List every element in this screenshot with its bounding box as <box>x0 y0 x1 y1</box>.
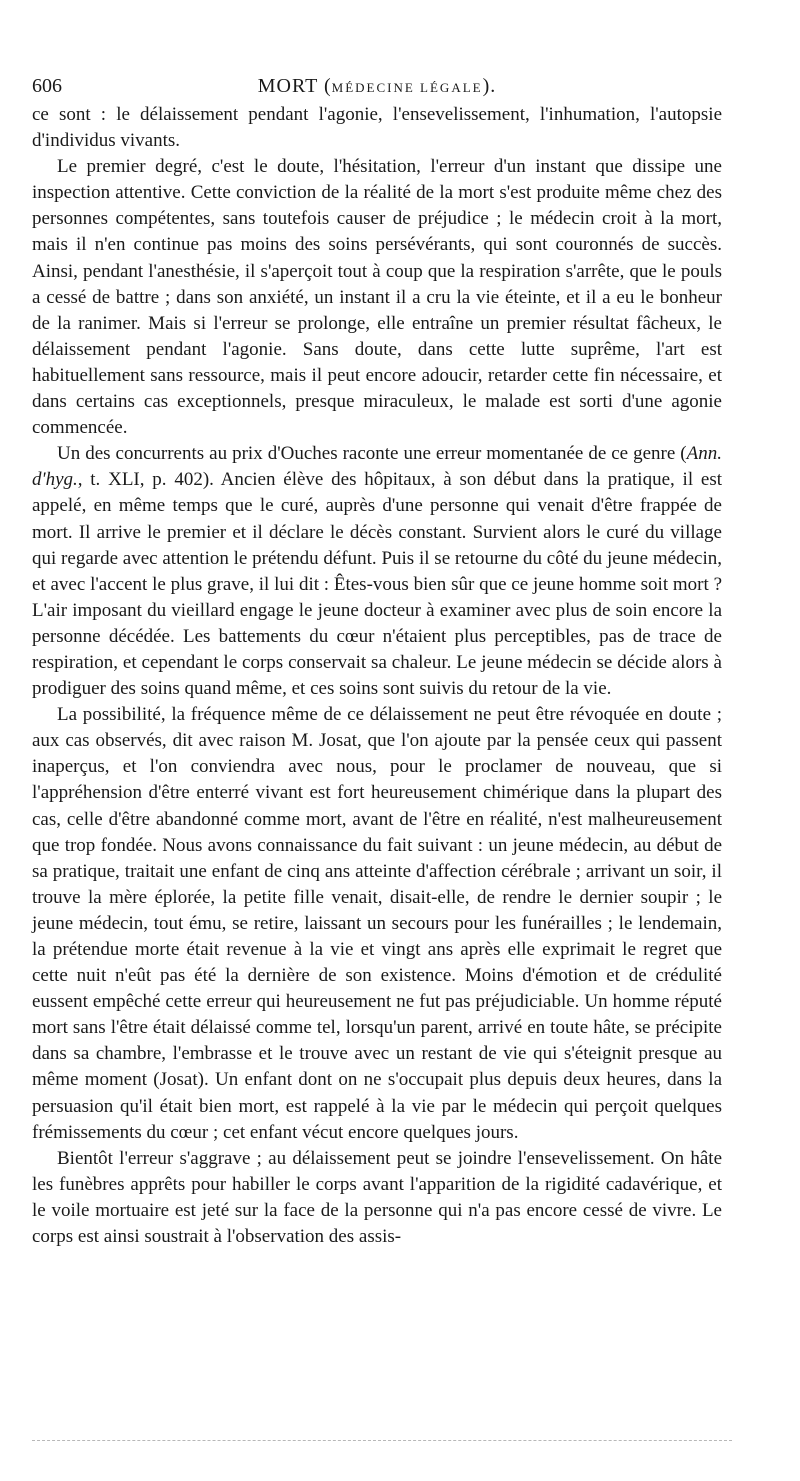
running-title <box>32 70 722 104</box>
citation-text: Ann. d'hyg. <box>32 443 722 491</box>
paragraph <box>32 102 722 154</box>
paragraph <box>32 1146 722 1250</box>
page-number: 606 <box>32 75 62 97</box>
paragraph <box>32 154 722 441</box>
book-page <box>32 70 722 1250</box>
running-header <box>32 70 722 102</box>
paragraph <box>32 441 722 702</box>
paragraph-text: La possibilité, la fréquence même de ce délaissement ne peut être révoquée en doute ; aux cas observés, dit avec raison M. Josat, que l'on ajoute par la pensée ceux qui passent inaperçus, et l'on conviendra avec nous, pour le proclamer de nouveau, que si l'appréhension d'être enterré vivant est fort heureusement chimérique dans la plupart des cas, celle d'être abandonné comme mort, avant de l'être en réalité, n'est malheureusement que trop fondée. Nous avons connaissance du fait suivant : un jeune médecin, au début de sa pratique, traitait une enfant de cinq ans atteinte d'affection cérébrale ; arrivant un soir, il trouve la mère éplorée, la petite fille venait, disait-elle, de rendre le dernier soupir ; le jeune médecin, tout ému, se retire, laissant un secours pour les funérailles ; le lendemain, la prétendue morte était revenue à la vie et vingt ans après elle exprimait le regret que cette nuit n'eût pas été la dernière de son existence. Moins d'émotion et de crédulité eussent empêché cette erreur qui heureusement ne fut pas préjudiciable. Un homme réputé mort sans l'être était délaissé comme tel, lorsqu'un parent, arrivé en toute hâte, se précipite dans sa chambre, l'embrasse et le trouve avec un restant de vie qui s'éteignit presque au même moment (Josat). Un enfant dont on ne s'occupait plus depuis deux heures, dans la persuasion qu'il était bien mort, est rappelé à la vie par le médecin qui perçoit quelques frémissements du cœur ; cet enfant vécut encore quelques jours. <box>32 704 722 1143</box>
paragraph-text: , t. XLI, p. 402). Ancien élève des hôpitaux, à son début dans la pratique, il est appelé, en même temps que le curé, auprès d'une personne qui venait d'être frappée de mort. Il arrive le premier et il déclare le décès constant. Survient alors le curé du village qui regarde avec attention le prétendu défunt. Puis il se retourne du côté du jeune médecin, et avec l'accent le plus grave, il lui dit : Êtes-vous bien sûr que ce jeune homme soit mort ? L'air imposant du vieillard engage le jeune docteur à examiner avec plus de soin encore la personne décédée. Les battements du cœur n'étaient plus perceptibles, pas de trace de respiration, et cependant le corps conservait sa chaleur. Le jeune médecin se décide alors à prodiguer des soins quand même, et ces soins sont suivis du retour de la vie. <box>32 469 722 700</box>
running-title-close: ). <box>482 75 497 97</box>
paragraph-text: Le premier degré, c'est le doute, l'hésitation, l'erreur d'un instant que dissipe une inspection attentive. Cette conviction de la réalité de la mort s'est produite même chez des personnes compétentes, sans toutefois causer de préjudice ; le médecin croit à la mort, mais il n'en continue pas moins des soins persévérants, qui sont couronnés de succès. Ainsi, pendant l'anesthésie, il s'aperçoit tout à coup que la respiration s'arrête, que le pouls a cessé de battre ; dans son anxiété, un instant il a cru la vie éteinte, et il a eu le bonheur de la ranimer. Mais si l'erreur se prolonge, elle entraîne un premier résultat fâcheux, le délaissement pendant l'agonie. Sans doute, dans cette lutte suprême, l'art est habituellement sans ressource, mais il peut encore adoucir, retarder cette fin nécessaire, et dans certains cas exceptionnels, presque miraculeux, le malade est sorti d'une agonie commencée. <box>32 156 722 439</box>
body-text <box>32 102 722 1250</box>
footer-rule <box>32 1440 732 1441</box>
running-title-main: MORT <box>257 75 318 97</box>
running-title-subtitle: MÉDECINE LÉGALE <box>331 80 483 95</box>
paragraph-text: ce sont : le délaissement pendant l'agonie, l'ensevelissement, l'inhumation, l'autopsie d'individus vivants. <box>32 104 722 152</box>
paragraph-text: Un des concurrents au prix d'Ouches raconte une erreur momentanée de ce genre ( <box>57 443 687 465</box>
running-title-open: ( <box>317 75 332 97</box>
paragraph <box>32 702 722 1146</box>
paragraph-text: Bientôt l'erreur s'aggrave ; au délaissement peut se joindre l'ensevelissement. On hâte les funèbres apprêts pour habiller le corps avant l'apparition de la rigidité cadavérique, et le voile mortuaire est jeté sur la face de la personne qui n'a pas encore cessé de vivre. Le corps est ainsi soustrait à l'observation des assis- <box>32 1147 722 1248</box>
